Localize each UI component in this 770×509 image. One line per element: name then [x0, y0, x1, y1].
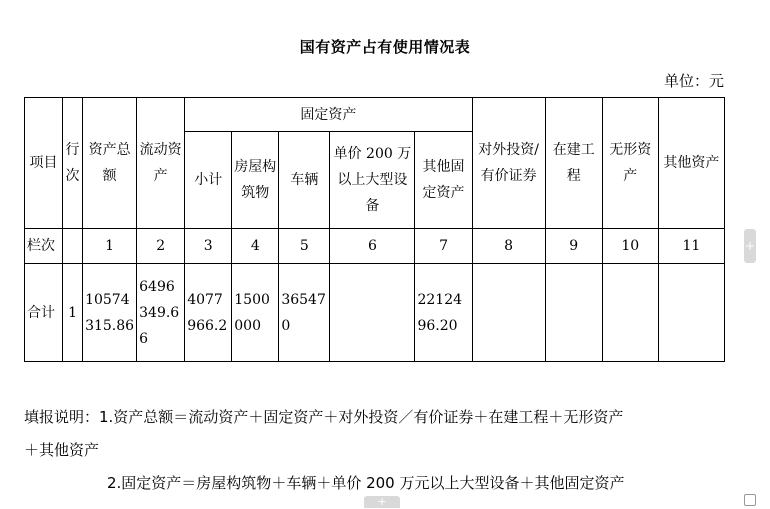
header-other-fixed: 其他固定资产	[415, 132, 472, 229]
index-cell: 8	[472, 229, 545, 264]
index-cell: 5	[279, 229, 330, 264]
header-total-assets: 资产总额	[83, 98, 137, 229]
unit-label: 单位：元	[663, 72, 724, 90]
index-cell: 1	[83, 229, 137, 264]
index-cell: 11	[658, 229, 724, 264]
page-title: 国有资产占有使用情况表	[299, 38, 471, 56]
header-large-equipment: 单价 200 万以上大型设备	[330, 132, 415, 229]
header-intangible: 无形资产	[602, 98, 658, 229]
value-vehicles: 365470	[279, 264, 330, 362]
index-cell: 4	[232, 229, 279, 264]
index-label: 栏次	[25, 229, 63, 264]
value-subtotal: 4077966.2	[185, 264, 232, 362]
index-cell: 6	[330, 229, 415, 264]
note-line-1: 填报说明：1.资产总额＝流动资产＋固定资产＋对外投资／有价证券＋在建工程＋无形资产	[24, 408, 624, 426]
value-investment	[472, 264, 545, 362]
asset-table	[24, 97, 725, 362]
header-investment: 对外投资/有价证券	[472, 98, 545, 229]
value-other-assets	[658, 264, 724, 362]
value-current-assets: 6496349.66	[137, 264, 185, 362]
total-row	[25, 264, 725, 362]
header-construction: 在建工程	[545, 98, 602, 229]
total-label: 合计	[25, 264, 63, 362]
index-cell: 2	[137, 229, 185, 264]
header-vehicles: 车辆	[279, 132, 330, 229]
value-other-fixed: 2212496.20	[415, 264, 472, 362]
value-construction	[545, 264, 602, 362]
resize-corner-icon[interactable]	[744, 494, 756, 506]
header-current-assets: 流动资产	[137, 98, 185, 229]
index-cell: 10	[602, 229, 658, 264]
note-line-2: ＋其他资产	[24, 441, 100, 459]
expand-down-icon[interactable]: +	[364, 496, 400, 508]
value-total-assets: 10574315.86	[83, 264, 137, 362]
header-item: 项目	[25, 98, 63, 229]
total-row-no: 1	[63, 264, 83, 362]
header-other-assets: 其他资产	[658, 98, 724, 229]
expand-right-icon[interactable]: +	[744, 229, 756, 263]
value-intangible	[602, 264, 658, 362]
header-row-no: 行次	[63, 98, 83, 229]
index-cell: 7	[415, 229, 472, 264]
header-subtotal: 小计	[185, 132, 232, 229]
index-empty	[63, 229, 83, 264]
note-line-3: 2.固定资产＝房屋构筑物＋车辆＋单价 200 万元以上大型设备＋其他固定资产	[107, 474, 625, 492]
header-fixed-assets: 固定资产	[185, 98, 472, 132]
value-buildings: 1500000	[232, 264, 279, 362]
index-row	[25, 229, 725, 264]
value-large-equipment	[330, 264, 415, 362]
index-cell: 9	[545, 229, 602, 264]
header-buildings: 房屋构筑物	[232, 132, 279, 229]
index-cell: 3	[185, 229, 232, 264]
